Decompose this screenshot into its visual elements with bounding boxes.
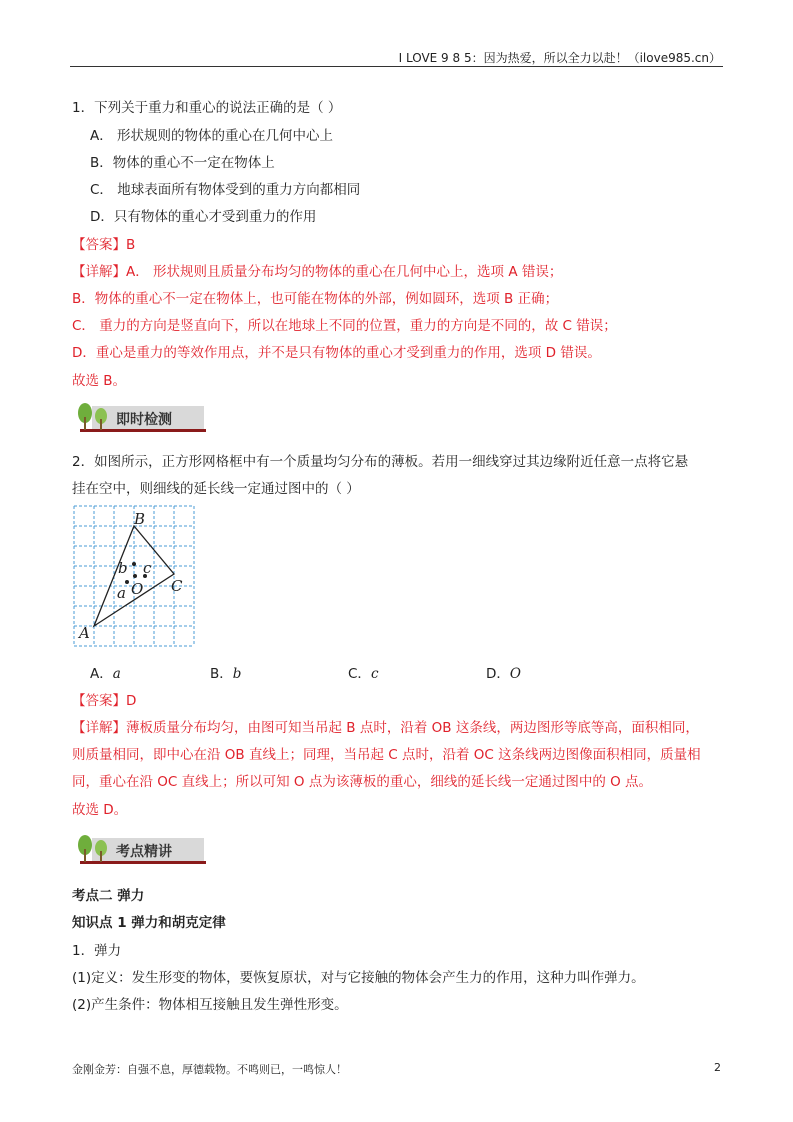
q2-option-c [348,662,379,682]
point-b [132,562,136,566]
q1-option-b: B．物体的重心不一定在物体上 [90,155,275,171]
section-heading: 考点二 弹力 [72,888,145,904]
label-B: B [134,510,146,528]
condition-text: (2)产生条件：物体相互接触且发生弹性形变。 [72,997,348,1013]
section-banner-quick-test [74,400,206,434]
q1-analysis-line: B．物体的重心不一定在物体上，也可能在物体的外部，例如圆环，选项 B 正确； [72,291,559,307]
definition-text: (1)定义：发生形变的物体，要恢复原状，对与它接触的物体会产生力的作用，这种力叫作弹力。 [72,970,645,986]
q2-analysis-line: 则质量相同，即中心在沿 OB 直线上；同理，当吊起 C 点时，沿着 OC 这条线两边图像面积相同，质量相 [72,747,701,763]
section-item: 1．弹力 [72,943,122,959]
q2-option-b [210,662,241,682]
q2-analysis-line: 同，重心在沿 OC 直线上；所以可知 O 点为该薄板的重心，细线的延长线一定通过图中的 O 点。 [72,774,653,790]
section-subheading: 知识点 1 弹力和胡克定律 [72,915,226,931]
q2-answer: 【答案】D [72,693,137,709]
banner-title: 考点精讲 [116,844,172,860]
option-letter: B． [210,666,233,682]
q1-analysis-line: 故选 B。 [72,373,127,389]
tree-icon [74,400,114,434]
option-value: b [232,666,242,682]
section-banner-key-points [74,832,206,866]
q2-analysis-line: 故选 D。 [72,802,128,818]
q2-option-a [90,662,121,682]
q1-analysis-line: 【详解】A． 形状规则且质量分布均匀的物体的重心在几何中心上，选项 A 错误； [72,264,563,280]
header-divider [70,66,723,67]
tree-icon [74,832,114,866]
page-number: 2 [714,1061,721,1074]
banner-title: 即时检测 [116,412,172,428]
q1-answer: 【答案】B [72,237,136,253]
q2-stem-line: 2．如图所示，正方形网格框中有一个质量均匀分布的薄板。若用一细线穿过其边缘附近任意一点将它悬 [72,454,689,470]
q1-stem: 1．下列关于重力和重心的说法正确的是（ ） [72,100,342,116]
q1-option-c: C． 地球表面所有物体受到的重力方向都相同 [90,182,361,198]
q2-option-d [486,662,521,682]
q1-option-d: D．只有物体的重心才受到重力的作用 [90,209,317,225]
footer-motto: 金刚金芳：自强不息，厚德载物。不鸣则已，一鸣惊人！ [72,1063,347,1076]
label-O: O [131,580,144,598]
label-a: a [117,584,126,602]
label-C: C [171,577,183,595]
q1-analysis-line: C． 重力的方向是竖直向下，所以在地球上不同的位置，重力的方向是不同的，故 C 错误； [72,318,617,334]
q2-stem-line: 挂在空中，则细线的延长线一定通过图中的（ ） [72,481,360,497]
option-value: c [370,666,379,682]
q1-option-a: A． 形状规则的物体的重心在几何中心上 [90,128,334,144]
option-letter: D． [486,666,510,682]
option-value: a [112,666,121,682]
grid-triangle-figure [70,502,200,650]
q1-analysis-line: D．重心是重力的等效作用点，并不是只有物体的重心才受到重力的作用，选项 D 错误。 [72,345,601,361]
label-b: b [118,559,128,577]
point-o [133,574,137,578]
page-header: I LOVE 9 8 5：因为热爱，所以全力以赴！（ilove985.cn） [398,51,721,65]
option-value: O [509,666,521,682]
label-A: A [79,624,90,642]
q2-analysis-line: 【详解】薄板质量分布均匀，由图可知当吊起 B 点时，沿着 OB 这条线，两边图形等底等高，面积相同， [72,720,699,736]
option-letter: A． [90,666,113,682]
option-letter: C． [348,666,371,682]
label-c: c [143,559,152,577]
